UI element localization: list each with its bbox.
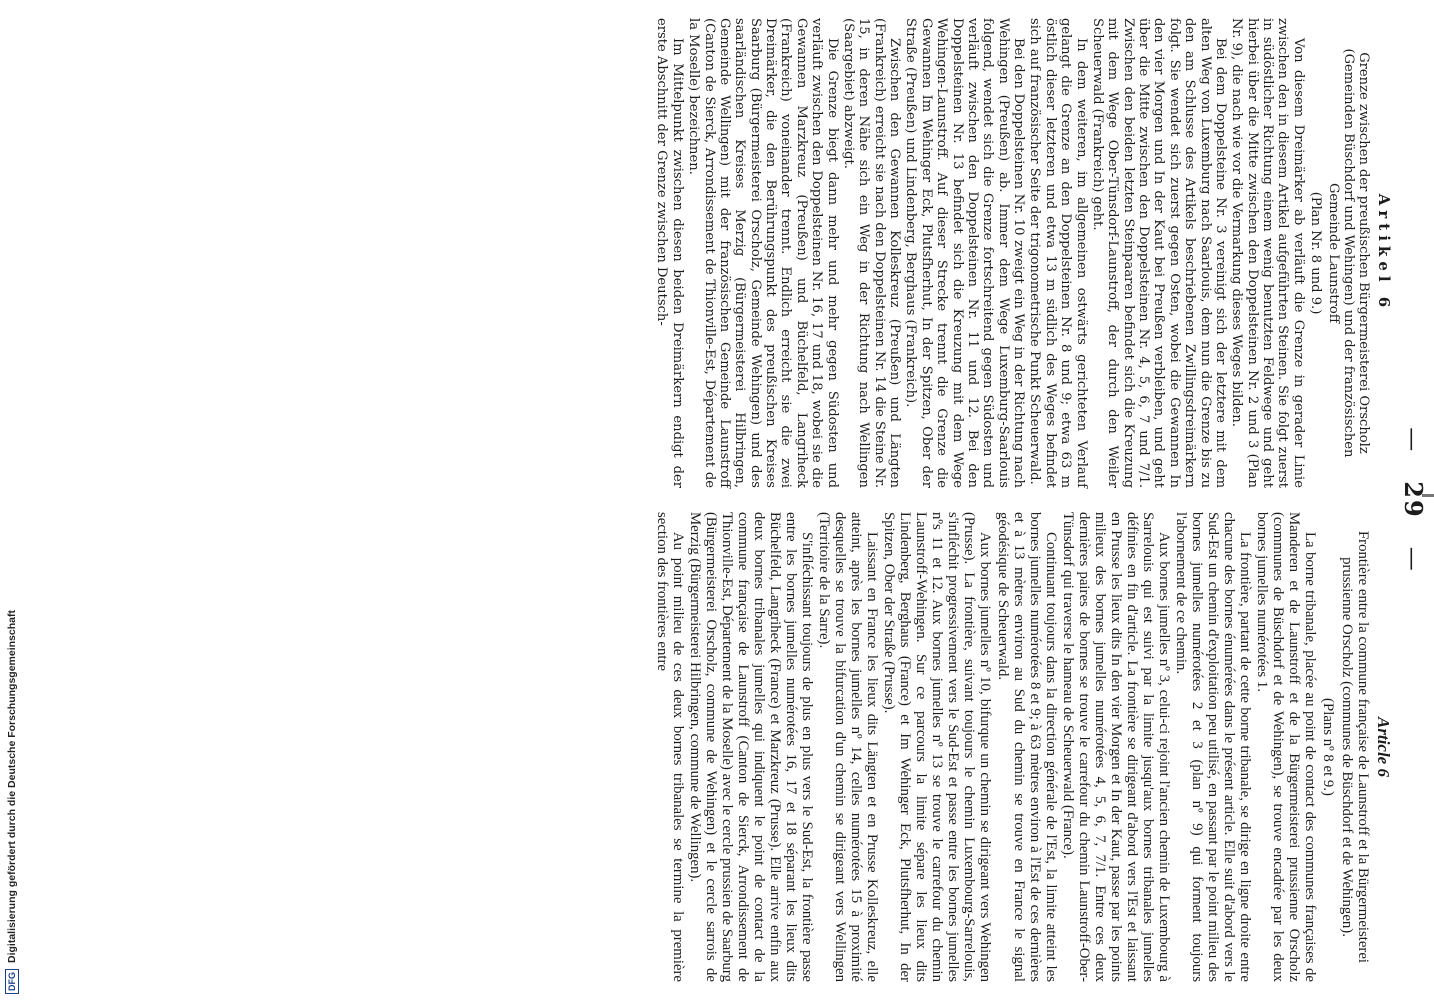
german-article-title: Artikel 6 <box>1375 193 1393 313</box>
french-paragraph: Au point milieu de ces deux bornes tribanales se termine la première section des frontières entre <box>653 512 686 982</box>
dfg-logo: DFG <box>5 969 19 994</box>
french-article-title: Article 6 <box>1374 717 1393 777</box>
french-paragraph: S'infléchissant toujours de plus en plus vers le Sud-Est, la frontière passe entre les bornes jumelles numérotées 16, 17 et 18 séparant les lieux dits Büchelfeld, Langriheck (France) et Marzkreuz (Prusse). Elle arrive enfin aux deux bornes tribanales jumelles qui indiquent le point de contact de la commune française de Launstroff (Canton de Sierck, Arrondissement de Thionville-Est, Département de la Moselle) avec le cercle prussien de Saarburg (Bürgermeisterei Orscholz, commune de Wehingen) et le cercle sarrois de Merzig (Bürgermeisterei Hilbringen, commune de Wellingen). <box>686 512 815 982</box>
page-number: —29— <box>1399 427 1428 573</box>
german-heading: Grenze zwischen der preußischen Bürgermeisterei Orscholz (Gemeinden Büschdorf und Wehingen) und der französischen Gemeinde Launstroff <box>1325 48 1372 458</box>
german-paragraph: Zwischen den Gewannen Kolleskreuz (Preußen) und Längten (Frankreich) erreicht sie nach den Doppelsteinen Nr. 14 die Steine Nr. 15, in deren Nähe sich ein Weg in der Richtung nach Wellingen (Saargebiet) abzweigt. <box>841 18 903 488</box>
french-paragraph: La frontière, partant de cette borne tribanale, se dirige en ligne droite entre chacune des bornes énumérées dans le présent article. Elle suit d'abord vers le Sud-Est un chemin d'exploitation peu utilisé, en passant par le point milieu des bornes jumelles numérotées 2 et 3 (plan nº 9) qui forment toujours l'abornement de ce chemin. <box>1173 512 1254 982</box>
german-column <box>653 18 1392 488</box>
german-paragraph: Bei dem Doppelsteine Nr. 3 vereinigt sich der letztere mit dem alten Weg von Luxemburg nach Saarlouis, dem nun die Grenze bis zu den am Schlusse des Artikels beschriebenen Zwillingsdreimärkern folgt. Sie wendet sich zuerst gegen Osten, wobei die Gewannen In den vier Morgen und In der Kaut bei Preußen verbleiben, und geht über die Mitte zwischen den Doppelsteinen Nr. 4, 5, 6, 7 und 7/1. Zwischen den beiden letzten Steinpaaren befindet sich die Kreuzung mit dem Wege Ober-Tünsdorf-Launstroff, der durch den Weiler Scheuerwald (Frankreich) geht. <box>1090 18 1228 488</box>
french-paragraph: Aux bornes jumelles nº 10, bifurque un chemin se dirigeant vers Wehingen (Prusse). La frontière, suivant toujours le chemin Luxembourg-Sarrelouis, s'infléchit progressivement vers le Sud-Est et passe entre les bornes jumelles nºs 11 et 12. Aux bornes jumelles nº 13 se trouve le carrefour du chemin Launstroff-Wehingen. Sur ce parcours la limite sépare les lieux dits Lindenberg, Berghaus (France) et Im Wehinger Eck, Plutsfherhut, In der Spitzen, Ober der Straße (Prusse). <box>881 512 994 982</box>
footer-strip <box>0 0 20 1000</box>
french-paragraph: La borne tribanale, placée au point de contact des communes françaises de Manderen et de Launstroff et de la Bürgermeisterei prussienne Orscholz (communes de Büschdorf et de Wehingen), se trouve encadrée par les deux bornes jumelles numérotées 1. <box>1254 512 1319 982</box>
french-paragraph: Laissant en France les lieux dits Längten et en Prusse Kolleskreuz, elle atteint, après les bornes jumelles nº 14, celles numérotées 15 à proximité desquelles se trouve la bifurcation d'un chemin se dirigeant vers Wellingen (Territoire de la Sarre). <box>816 512 881 982</box>
french-heading: Frontière entre la commune française de Launstroff et la Bürgermeisterei prussienne Orscholz (communes de Büschdorf et de Wehingen). <box>1338 530 1371 964</box>
french-paragraph: Continuant toujours dans la direction générale de l'Est, la limite atteint les bornes jumelles numérotées 8 et 9; à 63 mètres environ à l'Est de ces dernières et à 13 mètres environ au Sud du chemin se trouve en France le signal géodésique de Scheuerwald. <box>994 512 1059 982</box>
german-plan-reference: (Plan Nr. 8 und 9.) <box>1308 191 1324 315</box>
digitization-credit <box>2 0 22 994</box>
french-plan-reference: (Plans nº 8 et 9.) <box>1320 698 1337 796</box>
german-paragraph: Im Mittelpunkt zwischen diesen beiden Dreimärkern endigt der erste Abschnitt der Grenze zwischen Deutsch- <box>654 18 685 488</box>
french-column <box>653 512 1393 982</box>
german-paragraph: Bei den Doppelsteinen Nr. 10 zweigt ein Weg in der Richtung nach Wehingen (Preußen) ab. Immer dem Wege Luxemburg-Saarlouis folgend, wendet sich die Grenze fortschreitend gegen Südosten und verläuft zwischen den Doppelsteinen Nr. 11 und 12. Bei den Doppelsteinen Nr. 13 befindet sich die Kreuzung mit dem Wege Wehingen-Launstroff. Auf dieser Strecke trennt die Grenze die Gewannen Im Wehinger Eck, Plutsfherhut, In der Spitzen, Ober der Straße (Preußen) und Lindenberg, Berghaus (Frankreich). <box>903 18 1027 488</box>
german-paragraph: Die Grenze biegt dann mehr und mehr gegen Südosten und verläuft zwischen den Doppelsteinen Nr. 16, 17 und 18, wobei sie die Gewannen Marzkreuz (Preußen) und Büchelfeld, Langriheck (Frankreich) voneinander trennt. Endlich erreicht sie die zwei Dreimärker, die den Berührungspunkt des preußischen Kreises Saarburg (Bürgermeisterei Orscholz, Gemeinde Wehingen) und des saarländischen Kreises Merzig (Bürgermeisterei Hilbringen, Gemeinde Wellingen) mit der französischen Gemeinde Launstroff (Canton de Sierck, Arrondissement de Thionville-Est, Département de la Moselle) bezeichnen. <box>686 18 840 488</box>
german-paragraph: Von diesem Dreimärker ab verläuft die Grenze in gerader Linie zwischen den in diesem Artikel aufgeführten Steinen. Sie folgt zuerst in südöstlicher Richtung einem wenig benutzten Feldwege und geht hierbei über die Mitte zwischen den Doppelsteinen Nr. 2 und 3 (Plan Nr. 9), die nach wie vor die Vermarkung dieses Weges bilden. <box>1229 18 1306 488</box>
german-paragraph: In dem weiteren, im allgemeinen ostwärts gerichteten Verlauf gelangt die Grenze an den Doppelsteinen Nr. 8 und 9; etwa 63 m östlich dieser letzteren und etwa 13 m südlich des Weges befindet sich auf französischer Seite der trigonometrische Punkt Scheuerwald. <box>1027 18 1089 488</box>
credit-text: Digitalisierung gefördert durch die Deutsche Forschungsgemeinschaft <box>6 610 18 963</box>
french-paragraph: Aux bornes jumelles nº 3, celui-ci rejoint l'ancien chemin de Luxembourg à Sarrelouis qui est suivi par la limite jusqu'aux bornes tribanales jumelles définies en fin d'article. La frontière se dirigeant d'abord vers l'Est et laissant en Prusse les lieux dits In den vier Morgen et In der Kaut, passe par les points milieux des bornes jumelles numérotées 4, 5, 6, 7, 7/1. Entre ces deux dernières paires de bornes se trouve le carrefour du chemin Launstroff-Ober-Tünsdorf qui traverse le hameau de Scheuerwald (France). <box>1059 512 1172 982</box>
